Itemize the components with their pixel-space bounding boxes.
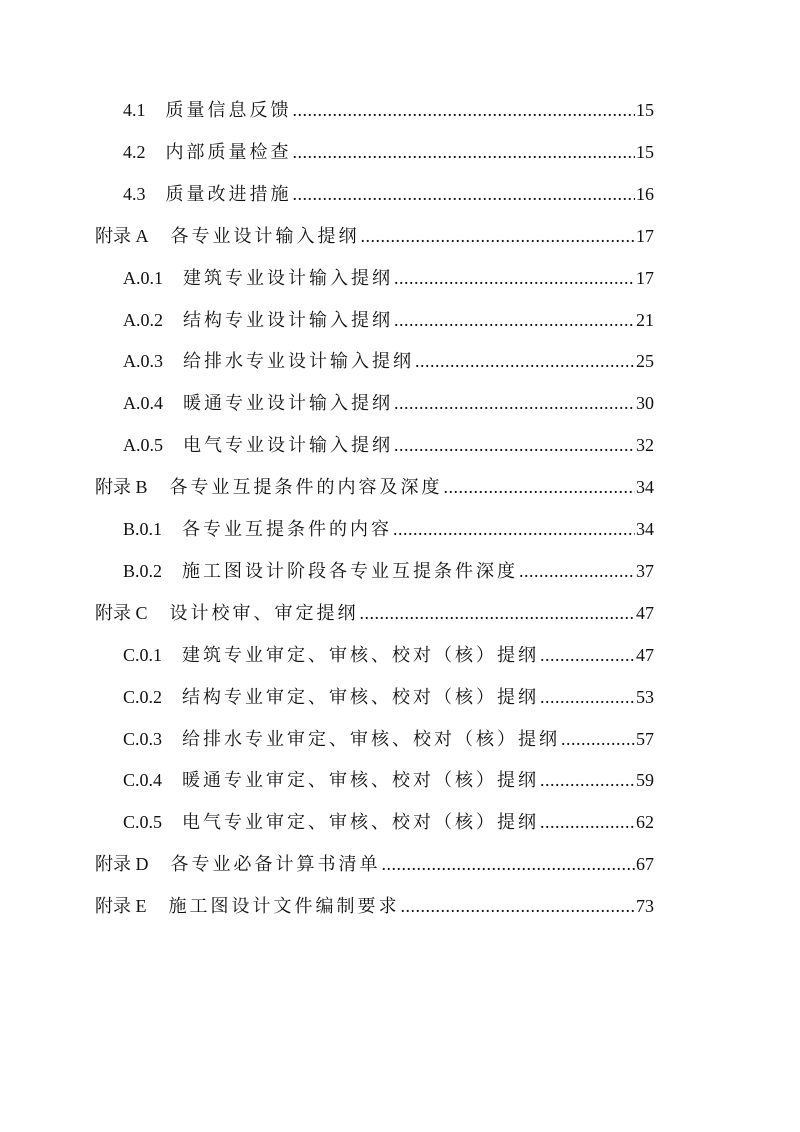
toc-entry-page: 47 — [636, 644, 654, 665]
toc-entry[interactable] — [123, 138, 654, 162]
toc-entry-page: 17 — [636, 225, 654, 246]
dot-leader — [519, 561, 635, 582]
toc-entry-page: 34 — [636, 477, 654, 498]
toc-entry-number: 4.3 — [123, 183, 146, 204]
toc-entry-number: A.0.2 — [123, 309, 163, 330]
toc-entry[interactable] — [123, 766, 654, 790]
toc-entry-title: 暖通专业设计输入提纲 — [183, 393, 393, 414]
toc-entry-number: 附录 E — [95, 896, 147, 917]
toc-entry-number: C.0.5 — [123, 812, 163, 833]
dot-leader — [401, 896, 636, 917]
toc-entry-number: A.0.5 — [123, 435, 163, 456]
toc-entry-page: 16 — [636, 183, 654, 204]
toc-entry-number: C.0.3 — [123, 728, 163, 749]
toc-entry-page: 67 — [636, 854, 654, 875]
toc-entry[interactable] — [123, 96, 654, 120]
dot-leader — [394, 393, 635, 414]
toc-entry-page: 34 — [636, 519, 654, 539]
toc-entry-title: 施工图设计文件编制要求 — [168, 896, 400, 917]
toc-entry-number: A.0.4 — [123, 393, 163, 414]
toc-entry-title: 质量信息反馈 — [165, 100, 292, 120]
toc-entry-page: 59 — [636, 770, 654, 791]
toc-entry-page: 37 — [636, 560, 654, 581]
toc-entry-title: 各专业互提条件的内容及深度 — [169, 477, 443, 498]
toc-entry-page: 17 — [636, 267, 654, 288]
toc-entry[interactable] — [123, 557, 654, 581]
dot-leader — [293, 142, 636, 163]
toc-entry[interactable] — [95, 599, 654, 623]
toc-entry-page: 21 — [636, 309, 654, 330]
toc-entry-number: C.0.4 — [123, 770, 163, 791]
toc-entry-title: 设计校审、审定提纲 — [169, 602, 359, 623]
toc-entry-title: 各专业互提条件的内容 — [182, 519, 393, 539]
dot-leader — [540, 645, 635, 666]
dot-leader — [361, 226, 636, 247]
toc-entry-title: 结构专业审定、审核、校对（核）提纲 — [182, 686, 540, 707]
toc-entry[interactable] — [95, 850, 654, 874]
toc-entry-page: 62 — [636, 812, 654, 833]
dot-leader — [394, 268, 635, 289]
toc-entry-page: 32 — [636, 435, 654, 456]
toc-entry[interactable] — [95, 892, 654, 916]
toc-entry[interactable] — [123, 389, 654, 413]
dot-leader — [540, 812, 635, 833]
toc-entry-title: 建筑专业设计输入提纲 — [183, 267, 393, 288]
toc-entry-number: 附录 B — [95, 477, 148, 498]
toc-entry-title: 建筑专业审定、审核、校对（核）提纲 — [182, 644, 540, 665]
toc-entry-number: 4.1 — [123, 100, 146, 120]
dot-leader — [394, 435, 635, 456]
dot-leader — [415, 351, 635, 372]
toc-entry-title: 给排水专业设计输入提纲 — [183, 351, 414, 372]
dot-leader — [360, 603, 635, 624]
toc-entry-page: 57 — [636, 728, 654, 749]
toc-entry-title: 暖通专业审定、审核、校对（核）提纲 — [182, 770, 540, 791]
toc-entry-title: 结构专业设计输入提纲 — [183, 309, 393, 330]
toc-entry-number: 4.2 — [123, 141, 146, 162]
toc-entry[interactable] — [123, 515, 654, 539]
toc-entry[interactable] — [123, 180, 654, 204]
toc-entry-number: C.0.2 — [123, 686, 163, 707]
dot-leader — [382, 854, 636, 875]
toc-entry[interactable] — [123, 347, 654, 371]
dot-leader — [561, 729, 635, 750]
toc-entry-number: 附录 A — [95, 225, 149, 246]
toc-entry-title: 内部质量检查 — [165, 141, 292, 162]
toc-entry-page: 15 — [636, 100, 654, 120]
toc-entry-title: 质量改进措施 — [165, 183, 292, 204]
toc-entry-number: B.0.2 — [123, 560, 163, 581]
toc-entry[interactable] — [123, 431, 654, 455]
toc-entry-page: 73 — [636, 896, 654, 917]
toc-entry[interactable] — [123, 264, 654, 288]
toc-entry[interactable] — [95, 222, 654, 246]
toc-entry-title: 电气专业审定、审核、校对（核）提纲 — [182, 812, 540, 833]
toc-entry-page: 30 — [636, 393, 654, 414]
dot-leader — [293, 184, 636, 205]
toc-entry-number: 附录 C — [95, 602, 148, 623]
toc-entry[interactable] — [123, 641, 654, 665]
dot-leader — [444, 477, 635, 498]
toc-entry-number: A.0.3 — [123, 351, 163, 372]
dot-leader — [393, 519, 635, 540]
toc-entry-page: 47 — [636, 602, 654, 623]
dot-leader — [540, 687, 635, 708]
toc-entry-number: B.0.1 — [123, 519, 163, 539]
toc-entry-title: 给排水专业审定、审核、校对（核）提纲 — [182, 728, 561, 749]
toc-entry-page: 15 — [636, 141, 654, 162]
toc-entry[interactable] — [123, 808, 654, 832]
dot-leader — [540, 770, 635, 791]
toc-entry[interactable] — [123, 683, 654, 707]
toc-entry[interactable] — [95, 473, 654, 497]
toc-entry-title: 施工图设计阶段各专业互提条件深度 — [182, 560, 519, 581]
toc-entry[interactable] — [123, 725, 654, 749]
toc-entry-title: 各专业必备计算书清单 — [170, 854, 381, 875]
toc-entry-number: C.0.1 — [123, 644, 163, 665]
toc-entry-number: A.0.1 — [123, 267, 163, 288]
toc-entry-page: 25 — [636, 351, 654, 372]
toc-entry-number: 附录 D — [95, 854, 149, 875]
toc-entry-title: 各专业设计输入提纲 — [170, 225, 360, 246]
dot-leader — [394, 310, 635, 331]
toc-entry-page: 53 — [636, 686, 654, 707]
toc-entry-title: 电气专业设计输入提纲 — [183, 435, 393, 456]
toc-entry[interactable] — [123, 306, 654, 330]
dot-leader — [293, 100, 636, 121]
